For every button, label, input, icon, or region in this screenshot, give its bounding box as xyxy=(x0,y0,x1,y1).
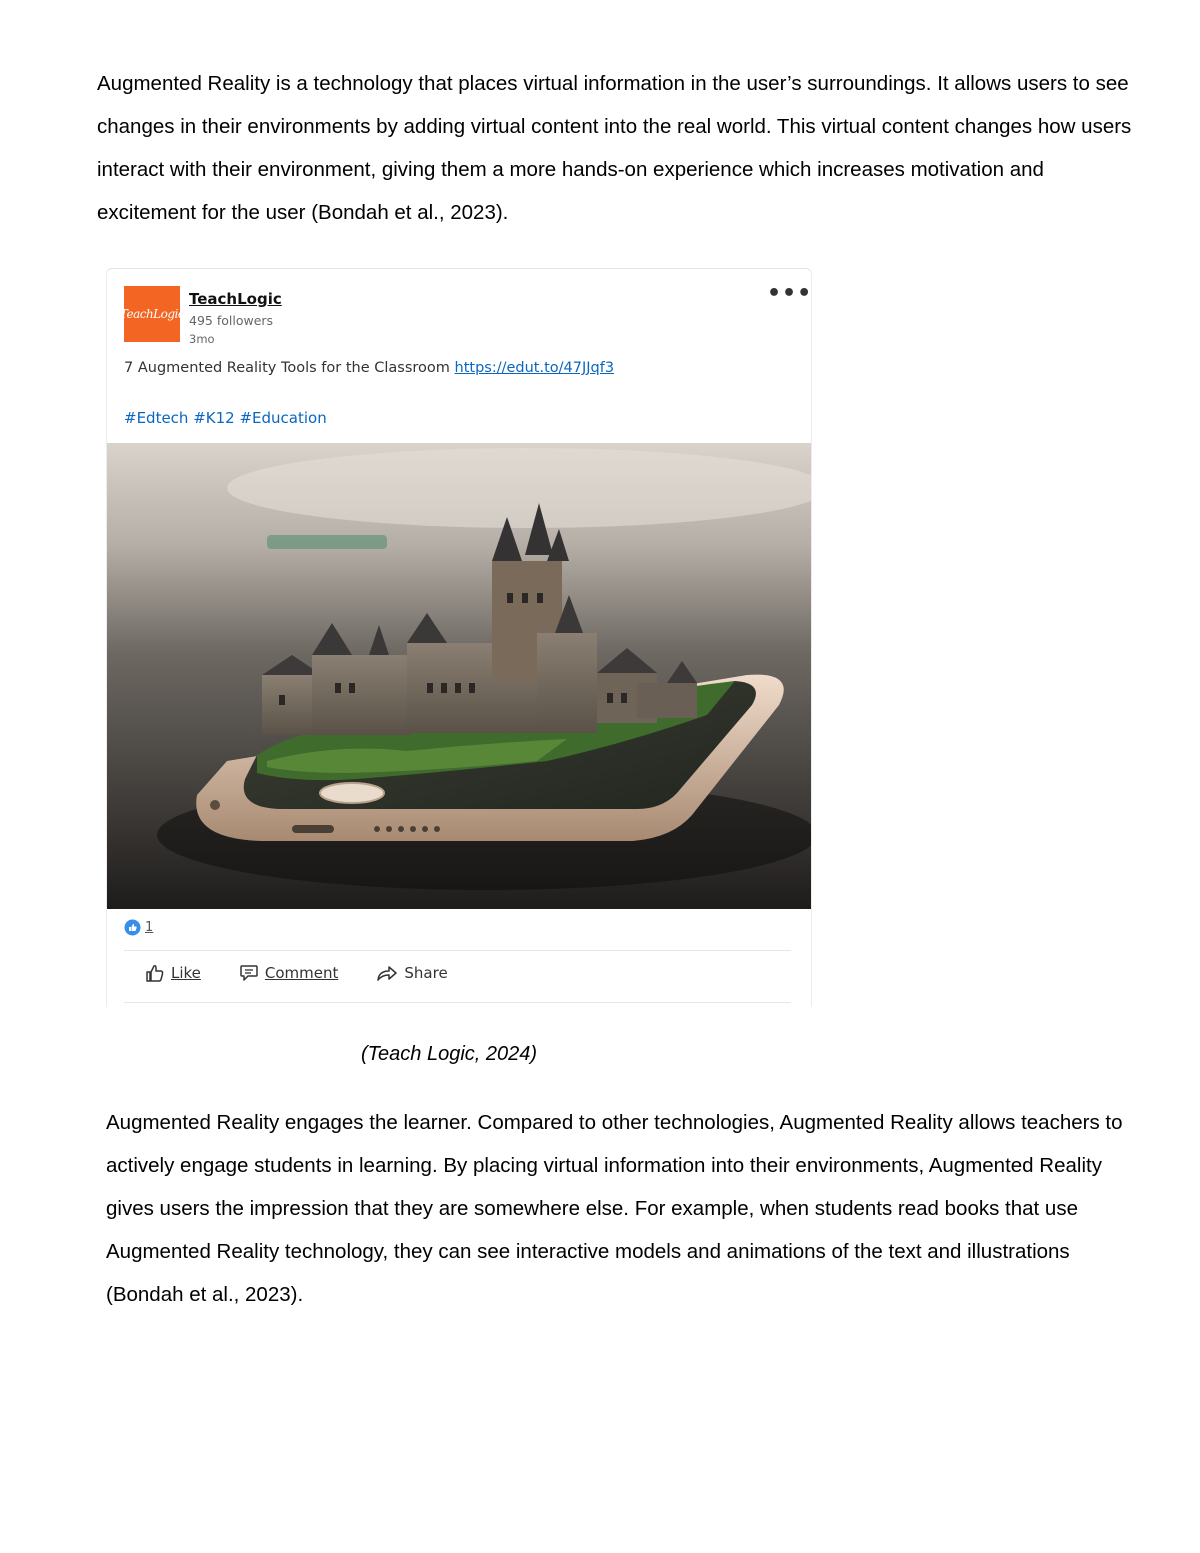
intro-paragraph: Augmented Reality is a technology that places virtual information in the user’s surroundings. It allows users to see changes in their environments by adding virtual content into the real world. This virtual content changes how users interact with their environment, giving them a more hands-on experience which increases motivation and excitement for the user (Bondah et al., 2023). xyxy=(97,72,1132,224)
divider xyxy=(124,1002,791,1003)
share-label: Share xyxy=(404,964,448,982)
post-link[interactable]: https://edut.to/47JJqf3 xyxy=(454,360,615,376)
post-actions xyxy=(145,963,448,983)
company-name-link[interactable]: TeachLogic xyxy=(189,290,282,308)
like-button[interactable] xyxy=(145,963,201,983)
post-text xyxy=(124,360,614,376)
figure-caption: (Teach Logic, 2024) xyxy=(361,1043,538,1065)
hashtags[interactable]: #Edtech #K12 #Education xyxy=(124,409,327,427)
comment-label: Comment xyxy=(264,964,339,982)
follower-count: 495 followers xyxy=(189,313,274,328)
post-age: 3mo xyxy=(189,332,215,346)
like-reaction-icon xyxy=(124,919,141,936)
comment-icon xyxy=(239,963,259,983)
post-text-body: 7 Augmented Reality Tools for the Classroom xyxy=(124,360,450,376)
divider xyxy=(124,950,791,951)
engagement-paragraph: Augmented Reality engages the learner. Compared to other technologies, Augmented Reality allows teachers to actively engage students in learning. By placing virtual information into their environments, Augmented Reality gives users the impression that they are somewhere else. For example, when students read books that use Augmented Reality technology, they can see interactive models and animations of the text and illustrations (Bondah et al., 2023). xyxy=(106,1111,1123,1306)
social-post-card xyxy=(106,268,812,1007)
reaction-summary[interactable] xyxy=(124,919,153,936)
castle-on-phone-photo[interactable] xyxy=(107,443,811,909)
comment-button[interactable] xyxy=(239,963,339,983)
thumbs-up-icon xyxy=(145,963,165,983)
company-logo[interactable]: TeachLogic xyxy=(124,286,180,342)
reaction-count[interactable]: 1 xyxy=(145,920,154,935)
ellipsis-icon[interactable]: ••• xyxy=(767,281,813,306)
share-button[interactable] xyxy=(376,963,447,983)
share-arrow-icon xyxy=(376,963,398,983)
like-label: Like xyxy=(171,964,201,982)
